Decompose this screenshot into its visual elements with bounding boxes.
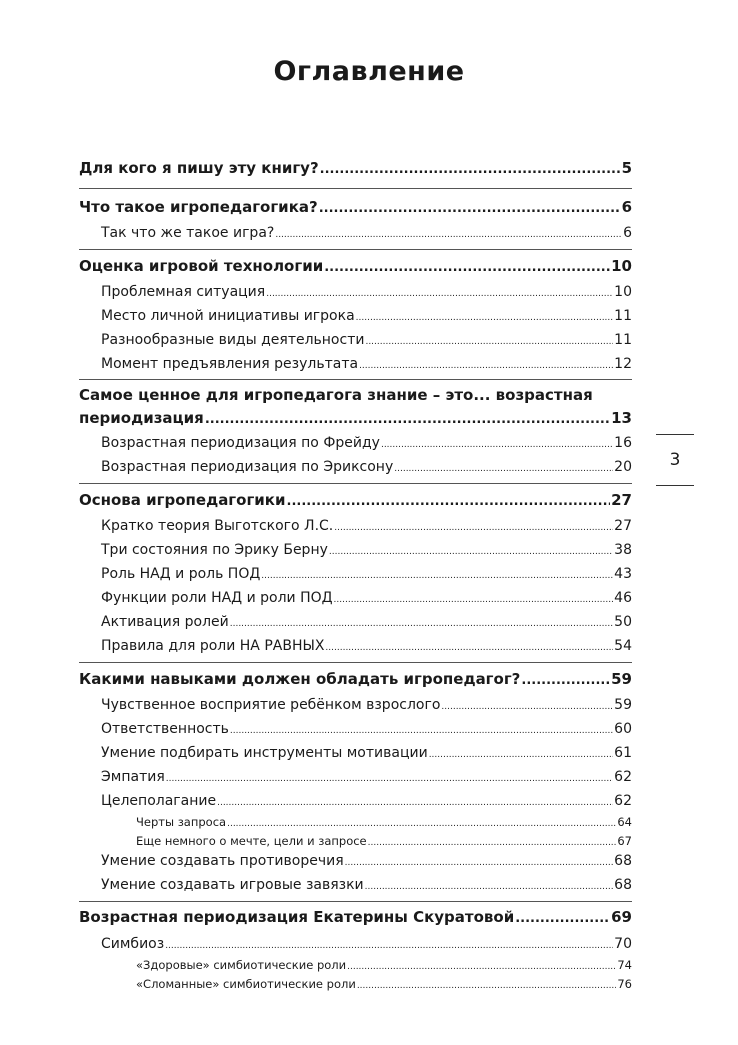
section-divider (79, 188, 632, 189)
toc-heading-title: Оценка игровой технологии (79, 257, 324, 275)
toc-entry[interactable] (101, 435, 632, 451)
toc-heading-title: периодизация (79, 409, 204, 427)
dot-leader (166, 774, 613, 784)
toc-entry-title: Умение создавать противоречия (101, 853, 344, 869)
dot-leader (359, 361, 613, 371)
toc-entry[interactable] (101, 745, 632, 761)
toc-subentry-title: «Сломанные» симбиотические роли (136, 977, 356, 991)
dot-leader (324, 260, 610, 275)
toc-entry[interactable] (101, 853, 632, 869)
toc-heading[interactable] (79, 409, 632, 427)
toc-entry-title: Кратко теория Выготского Л.С. (101, 518, 334, 534)
toc-subentry-title: Еще немного о мечте, цели и запросе (136, 834, 367, 848)
toc-entry-title: Умение создавать игровые завязки (101, 877, 364, 893)
toc-entry-title: Активация ролей (101, 614, 229, 630)
toc-heading-page: 5 (621, 159, 632, 177)
toc-entry[interactable] (101, 566, 632, 582)
toc-entry-page: 62 (614, 793, 632, 809)
toc-entry-page: 11 (614, 332, 632, 348)
section-divider (79, 483, 632, 484)
toc-entry-page: 10 (614, 284, 632, 300)
dot-leader (441, 702, 613, 712)
toc-entry[interactable] (101, 697, 632, 713)
toc-heading-title: Основа игропедагогики (79, 491, 286, 509)
dot-leader (230, 619, 613, 629)
dot-leader (320, 162, 621, 177)
toc-subentry[interactable] (136, 815, 632, 829)
dot-leader (515, 911, 610, 926)
dot-leader (429, 750, 613, 760)
toc-entry-title: Ответственность (101, 721, 229, 737)
toc-heading-title: Что такое игропедагогика? (79, 198, 318, 216)
toc-subentry-title: «Здоровые» симбиотические роли (136, 958, 347, 972)
dot-leader (365, 882, 614, 892)
toc-entry-title: Возрастная периодизация по Фрейду (101, 435, 380, 451)
toc-entry[interactable] (101, 308, 632, 324)
toc-heading[interactable] (79, 257, 632, 275)
toc-entry-title: Роль НАД и роль ПОД (101, 566, 261, 582)
dot-leader (368, 838, 617, 848)
dot-leader (345, 858, 614, 868)
section-divider (79, 901, 632, 902)
toc-entry[interactable] (101, 542, 632, 558)
toc-heading-title: Возрастная периодизация Екатерины Скуратовой (79, 908, 515, 926)
toc-heading-title: Какими навыками должен обладать игропедагог? (79, 670, 521, 688)
toc-heading-page: 27 (611, 491, 632, 509)
toc-heading[interactable] (79, 198, 632, 216)
toc-entry-title: Проблемная ситуация (101, 284, 266, 300)
dot-leader (347, 962, 616, 972)
toc-entry-title: Так что же такое игра? (101, 225, 275, 241)
dot-leader (325, 643, 613, 653)
dot-leader (227, 819, 616, 829)
dot-leader (365, 337, 613, 347)
toc-entry[interactable] (101, 793, 632, 809)
section-divider (79, 379, 632, 380)
toc-subentry[interactable] (136, 977, 632, 991)
toc-entry[interactable] (101, 332, 632, 348)
dot-leader (394, 464, 613, 474)
toc-subentry-page: 64 (617, 815, 632, 829)
dot-leader (381, 440, 613, 450)
section-divider (79, 662, 632, 663)
toc-heading-title: Для кого я пишу эту книгу? (79, 159, 319, 177)
toc-entry-title: Место личной инициативы игрока (101, 308, 355, 324)
toc-subentry[interactable] (136, 834, 632, 848)
toc-entry-page: 11 (614, 308, 632, 324)
toc-entry[interactable] (101, 459, 632, 475)
toc-entry-page: 46 (614, 590, 632, 606)
toc-heading-line1[interactable]: Самое ценное для игропедагога знание – это... возрастная (79, 386, 593, 404)
toc-heading-page: 10 (611, 257, 632, 275)
toc-entry[interactable] (101, 721, 632, 737)
dot-leader (275, 230, 622, 240)
toc-entry[interactable] (101, 518, 632, 534)
toc-entry[interactable] (101, 936, 632, 952)
toc-entry-title: Функции роли НАД и роли ПОД (101, 590, 333, 606)
toc-entry[interactable] (101, 614, 632, 630)
toc-entry[interactable] (101, 356, 632, 372)
toc-subentry-page: 74 (617, 958, 632, 972)
dot-leader (261, 571, 613, 581)
dot-leader (356, 313, 614, 323)
toc-entry-page: 54 (614, 638, 632, 654)
toc-entry-page: 27 (614, 518, 632, 534)
toc-heading-page: 13 (611, 409, 632, 427)
toc-heading-page: 6 (621, 198, 632, 216)
toc-entry-title: Возрастная периодизация по Эриксону (101, 459, 394, 475)
dot-leader (217, 798, 613, 808)
dot-leader (357, 981, 617, 991)
dot-leader (319, 201, 621, 216)
toc-heading[interactable] (79, 491, 632, 509)
toc-entry-page: 62 (614, 769, 632, 785)
toc-entry-page: 68 (614, 877, 632, 893)
toc-entry[interactable] (101, 284, 632, 300)
toc-heading[interactable] (79, 908, 632, 926)
toc-entry-title: Три состояния по Эрику Берну (101, 542, 328, 558)
toc-entry-page: 20 (614, 459, 632, 475)
toc-entry-title: Умение подбирать инструменты мотивации (101, 745, 428, 761)
toc-entry[interactable] (101, 769, 632, 785)
toc-entry-page: 38 (614, 542, 632, 558)
toc-entry[interactable] (101, 590, 632, 606)
dot-leader (266, 289, 613, 299)
toc-subentry-title: Черты запроса (136, 815, 227, 829)
toc-heading-page: 69 (611, 908, 632, 926)
toc-entry[interactable] (101, 877, 632, 893)
dot-leader (165, 941, 613, 951)
toc-entry-title: Симбиоз (101, 936, 165, 952)
toc-entry-title: Чувственное восприятие ребёнком взрослого (101, 697, 441, 713)
section-divider (79, 249, 632, 250)
toc-entry[interactable] (101, 225, 632, 241)
toc-entry-page: 61 (614, 745, 632, 761)
toc-entry-page: 60 (614, 721, 632, 737)
dot-leader (287, 494, 611, 509)
toc-subentry-page: 67 (617, 834, 632, 848)
toc-heading[interactable] (79, 159, 632, 177)
toc-entry-page: 12 (614, 356, 632, 372)
toc-heading-page: 59 (611, 670, 632, 688)
toc-subentry-page: 76 (617, 977, 632, 991)
dot-leader (205, 412, 610, 427)
dot-leader (334, 595, 614, 605)
dot-leader (334, 523, 613, 533)
page-number: 3 (669, 450, 681, 470)
toc-entry-title: Правила для роли НА РАВНЫХ (101, 638, 325, 654)
dot-leader (521, 673, 610, 688)
toc-entry[interactable] (101, 638, 632, 654)
toc-subentry[interactable] (136, 958, 632, 972)
dot-leader (230, 726, 613, 736)
toc-entry-title: Разнообразные виды деятельности (101, 332, 365, 348)
toc-entry-page: 70 (614, 936, 632, 952)
page-number-marker (656, 434, 694, 486)
toc-entry-page: 6 (623, 225, 632, 241)
toc-entry-title: Эмпатия (101, 769, 165, 785)
toc-entry-page: 68 (614, 853, 632, 869)
toc-entry-page: 16 (614, 435, 632, 451)
toc-entry-page: 43 (614, 566, 632, 582)
toc-entry-page: 50 (614, 614, 632, 630)
toc-entry-page: 59 (614, 697, 632, 713)
page-title: Оглавление (273, 56, 465, 87)
toc-heading[interactable] (79, 670, 632, 688)
toc-entry-title: Момент предъявления результата (101, 356, 359, 372)
toc-entry-title: Целеполагание (101, 793, 217, 809)
dot-leader (329, 547, 613, 557)
